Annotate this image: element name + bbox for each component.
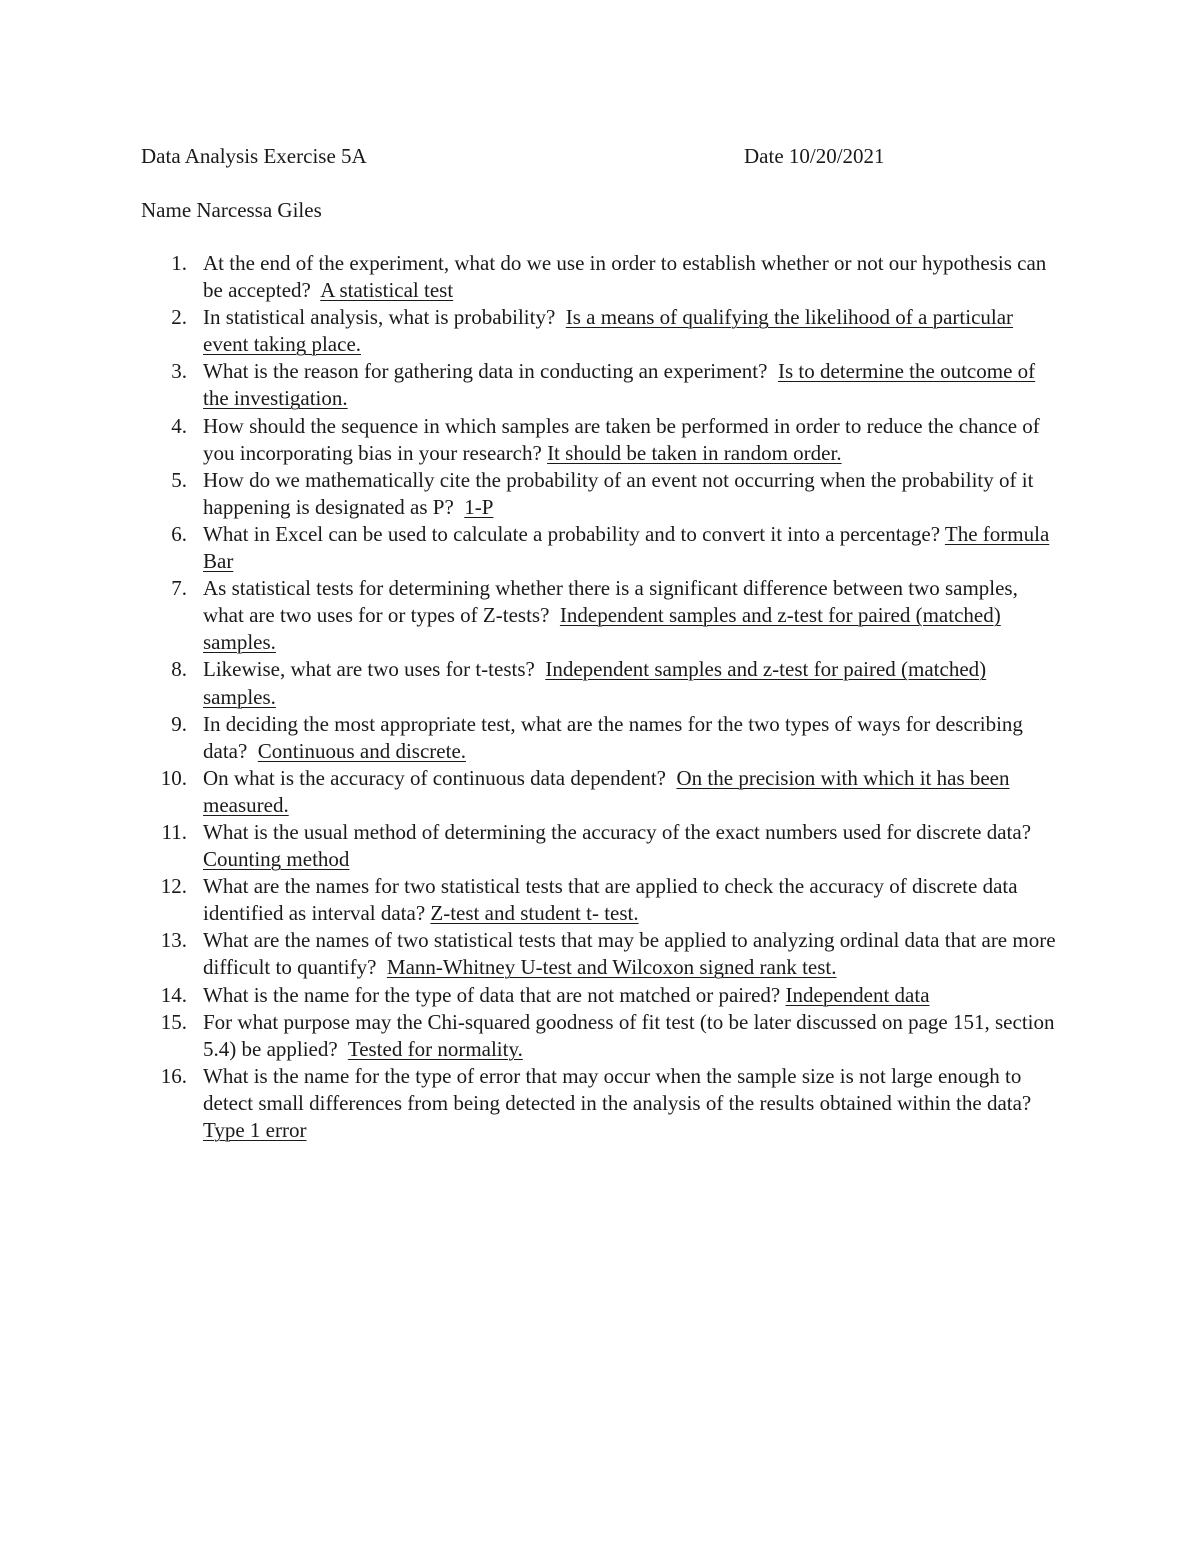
answer-text: Is to determine the outcome of the investigation. [203,359,1036,411]
question-text: In deciding the most appropriate test, what are the names for the two types of ways for describing data? [203,711,1023,763]
answer-text: Is a means of qualifying the likelihood of a particular event taking place. [203,305,1014,357]
question-text: For what purpose may the Chi-squared goodness of fit test (to be later discussed on page 151, section 5.4) be applied? [203,1009,1055,1061]
question-number: 8. [171,657,187,682]
question-item [141,873,1061,927]
question-number: 11. [161,819,187,844]
question-item [141,819,1061,873]
question-number: 15. [160,1009,187,1034]
question-item [141,982,1061,1009]
answer-text: It should be taken in random order. [547,440,842,465]
answer-text: The formula Bar [203,521,1050,574]
question-number: 14. [160,982,187,1007]
question-item [141,1063,1061,1144]
question-item [141,250,1061,304]
question-number: 6. [171,521,187,546]
question-number: 12. [160,874,187,899]
question-text: What are the names for two statistical tests that are applied to check the accuracy of discrete data identified as interval data? [203,874,1018,926]
question-number: 10. [160,765,187,790]
question-text: What is the usual method of determining the accuracy of the exact numbers used for discrete data? [203,819,1032,844]
question-item [141,467,1061,521]
question-text: At the end of the experiment, what do we use in order to establish whether or not our hypothesis can be accepted? [203,251,1047,303]
answer-text: Independent samples and z-test for paired (matched) samples. [203,657,987,709]
question-text: How do we mathematically cite the probability of an event not occurring when the probability of it happening is designated as P? [203,467,1034,519]
answer-text: Independent samples and z-test for paired (matched) samples. [203,603,1001,655]
question-number: 2. [171,305,187,330]
answer-text: Z-test and student t- test. [430,901,639,926]
question-item [141,304,1061,358]
answer-text: Mann-Whitney U-test and Wilcoxon signed rank test. [386,955,837,980]
answer-text: 1-P [464,494,494,519]
question-number: 16. [160,1063,187,1088]
question-item [141,1009,1061,1063]
answer-text: On the precision with which it has been measured. [203,765,1010,817]
student-name: Name Narcessa Giles [141,198,322,222]
answer-text: Type 1 error [203,1118,307,1142]
question-number: 5. [171,467,187,492]
answer-text: Tested for normality. [347,1036,523,1061]
answer-text: A statistical test [320,278,454,303]
question-item [141,656,1061,710]
question-text: In statistical analysis, what is probability? [203,305,556,330]
question-item [141,711,1061,765]
question-text: What are the names of two statistical tests that may be applied to analyzing ordinal data that are more difficult to quantify? [203,928,1056,980]
question-text: What is the reason for gathering data in conducting an experiment? [203,359,768,384]
question-item [141,765,1061,819]
question-number: 3. [171,359,187,384]
question-number: 9. [171,711,187,736]
question-item [141,413,1061,467]
question-text: What is the name for the type of error that may occur when the sample size is not large enough to detect small differences from being detected in the analysis of the results obtained within the data? [203,1063,1032,1115]
question-item [141,927,1061,981]
document-title: Data Analysis Exercise 5A [141,144,367,168]
question-number: 7. [171,576,187,601]
question-text: On what is the accuracy of continuous data dependent? [203,765,666,790]
question-text: What is the name for the type of data that are not matched or paired? [203,982,781,1007]
document-date: Date 10/20/2021 [744,144,885,168]
question-list [141,250,1061,1144]
question-number: 13. [160,928,187,953]
question-text: What in Excel can be used to calculate a probability and to convert it into a percentage? [203,521,941,546]
question-text: How should the sequence in which samples are taken be performed in order to reduce the chance of you incorporating bias in your research? [203,413,1040,465]
answer-text: Independent data [785,982,930,1007]
answer-text: Counting method [203,847,350,872]
question-number: 1. [171,251,187,275]
question-text: Likewise, what are two uses for t-tests? [203,657,535,682]
question-text: As statistical tests for determining whether there is a significant difference between two samples, what are two uses for or types of Z-tests? [203,576,1018,628]
question-number: 4. [171,413,187,438]
question-item [141,358,1061,412]
question-item [141,575,1061,656]
answer-text: Continuous and discrete. [257,738,467,763]
question-item [141,521,1061,575]
